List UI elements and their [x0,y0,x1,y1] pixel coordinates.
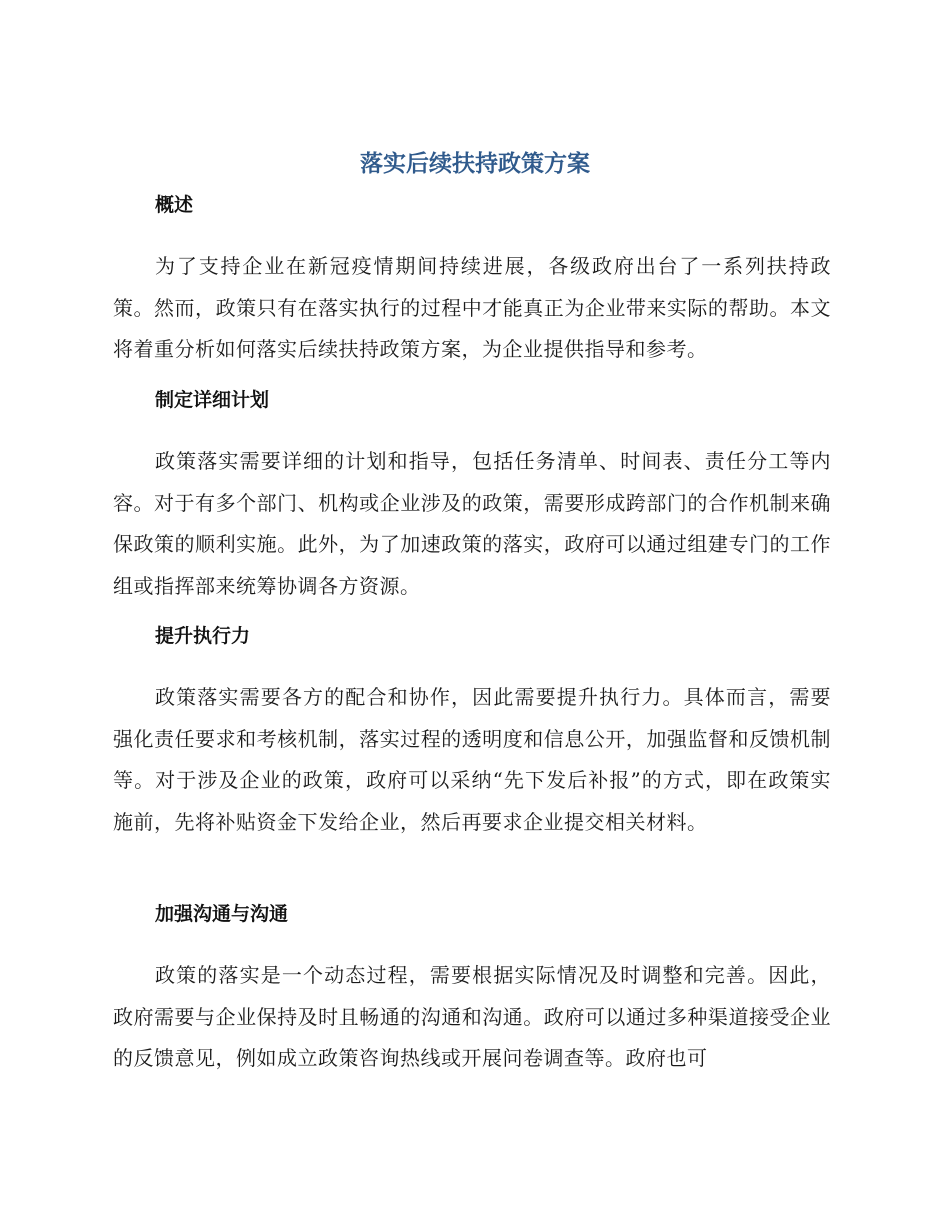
section-heading: 加强沟通与沟通 [155,903,289,925]
section-heading: 概述 [155,194,194,216]
section-heading: 制定详细计划 [155,389,270,411]
section-paragraph: 政策的落实是一个动态过程，需要根据实际情况及时调整和完善。因此，政府需要与企业保持及时且畅通的沟通和沟通。政府可以通过多种渠道接受企业的反馈意见，例如成立政策咨询热线或开展问卷调查等。政府也可 [113,963,831,1070]
section-paragraph: 为了支持企业在新冠疫情期间持续进展，各级政府出台了一系列扶持政策。然而，政策只有在落实执行的过程中才能真正为企业带来实际的帮助。本文将着重分析如何落实后续扶持政策方案，为企业提供指导和参考。 [113,254,831,361]
section-detailed-plan [113,385,831,607]
section-paragraph: 政策落实需要各方的配合和协作，因此需要提升执行力。具体而言，需要强化责任要求和考核机制，落实过程的透明度和信息公开，加强监督和反馈机制等。对于涉及企业的政策，政府可以采纳“先下发后补报”的方式，即在政策实施前，先将补贴资金下发给企业，然后再要求企业提交相关材料。 [113,685,831,834]
section-overview [113,190,831,371]
section-communication [113,899,831,1080]
section-heading: 提升执行力 [155,625,251,647]
section-execution [113,621,831,843]
section-paragraph: 政策落实需要详细的计划和指导，包括任务清单、时间表、责任分工等内容。对于有多个部门、机构或企业涉及的政策，需要形成跨部门的合作机制来确保政策的顺利实施。此外，为了加速政策的落实，政府可以通过组建专门的工作组或指挥部来统筹协调各方资源。 [113,449,831,598]
document-title: 落实后续扶持政策方案 [360,151,590,177]
